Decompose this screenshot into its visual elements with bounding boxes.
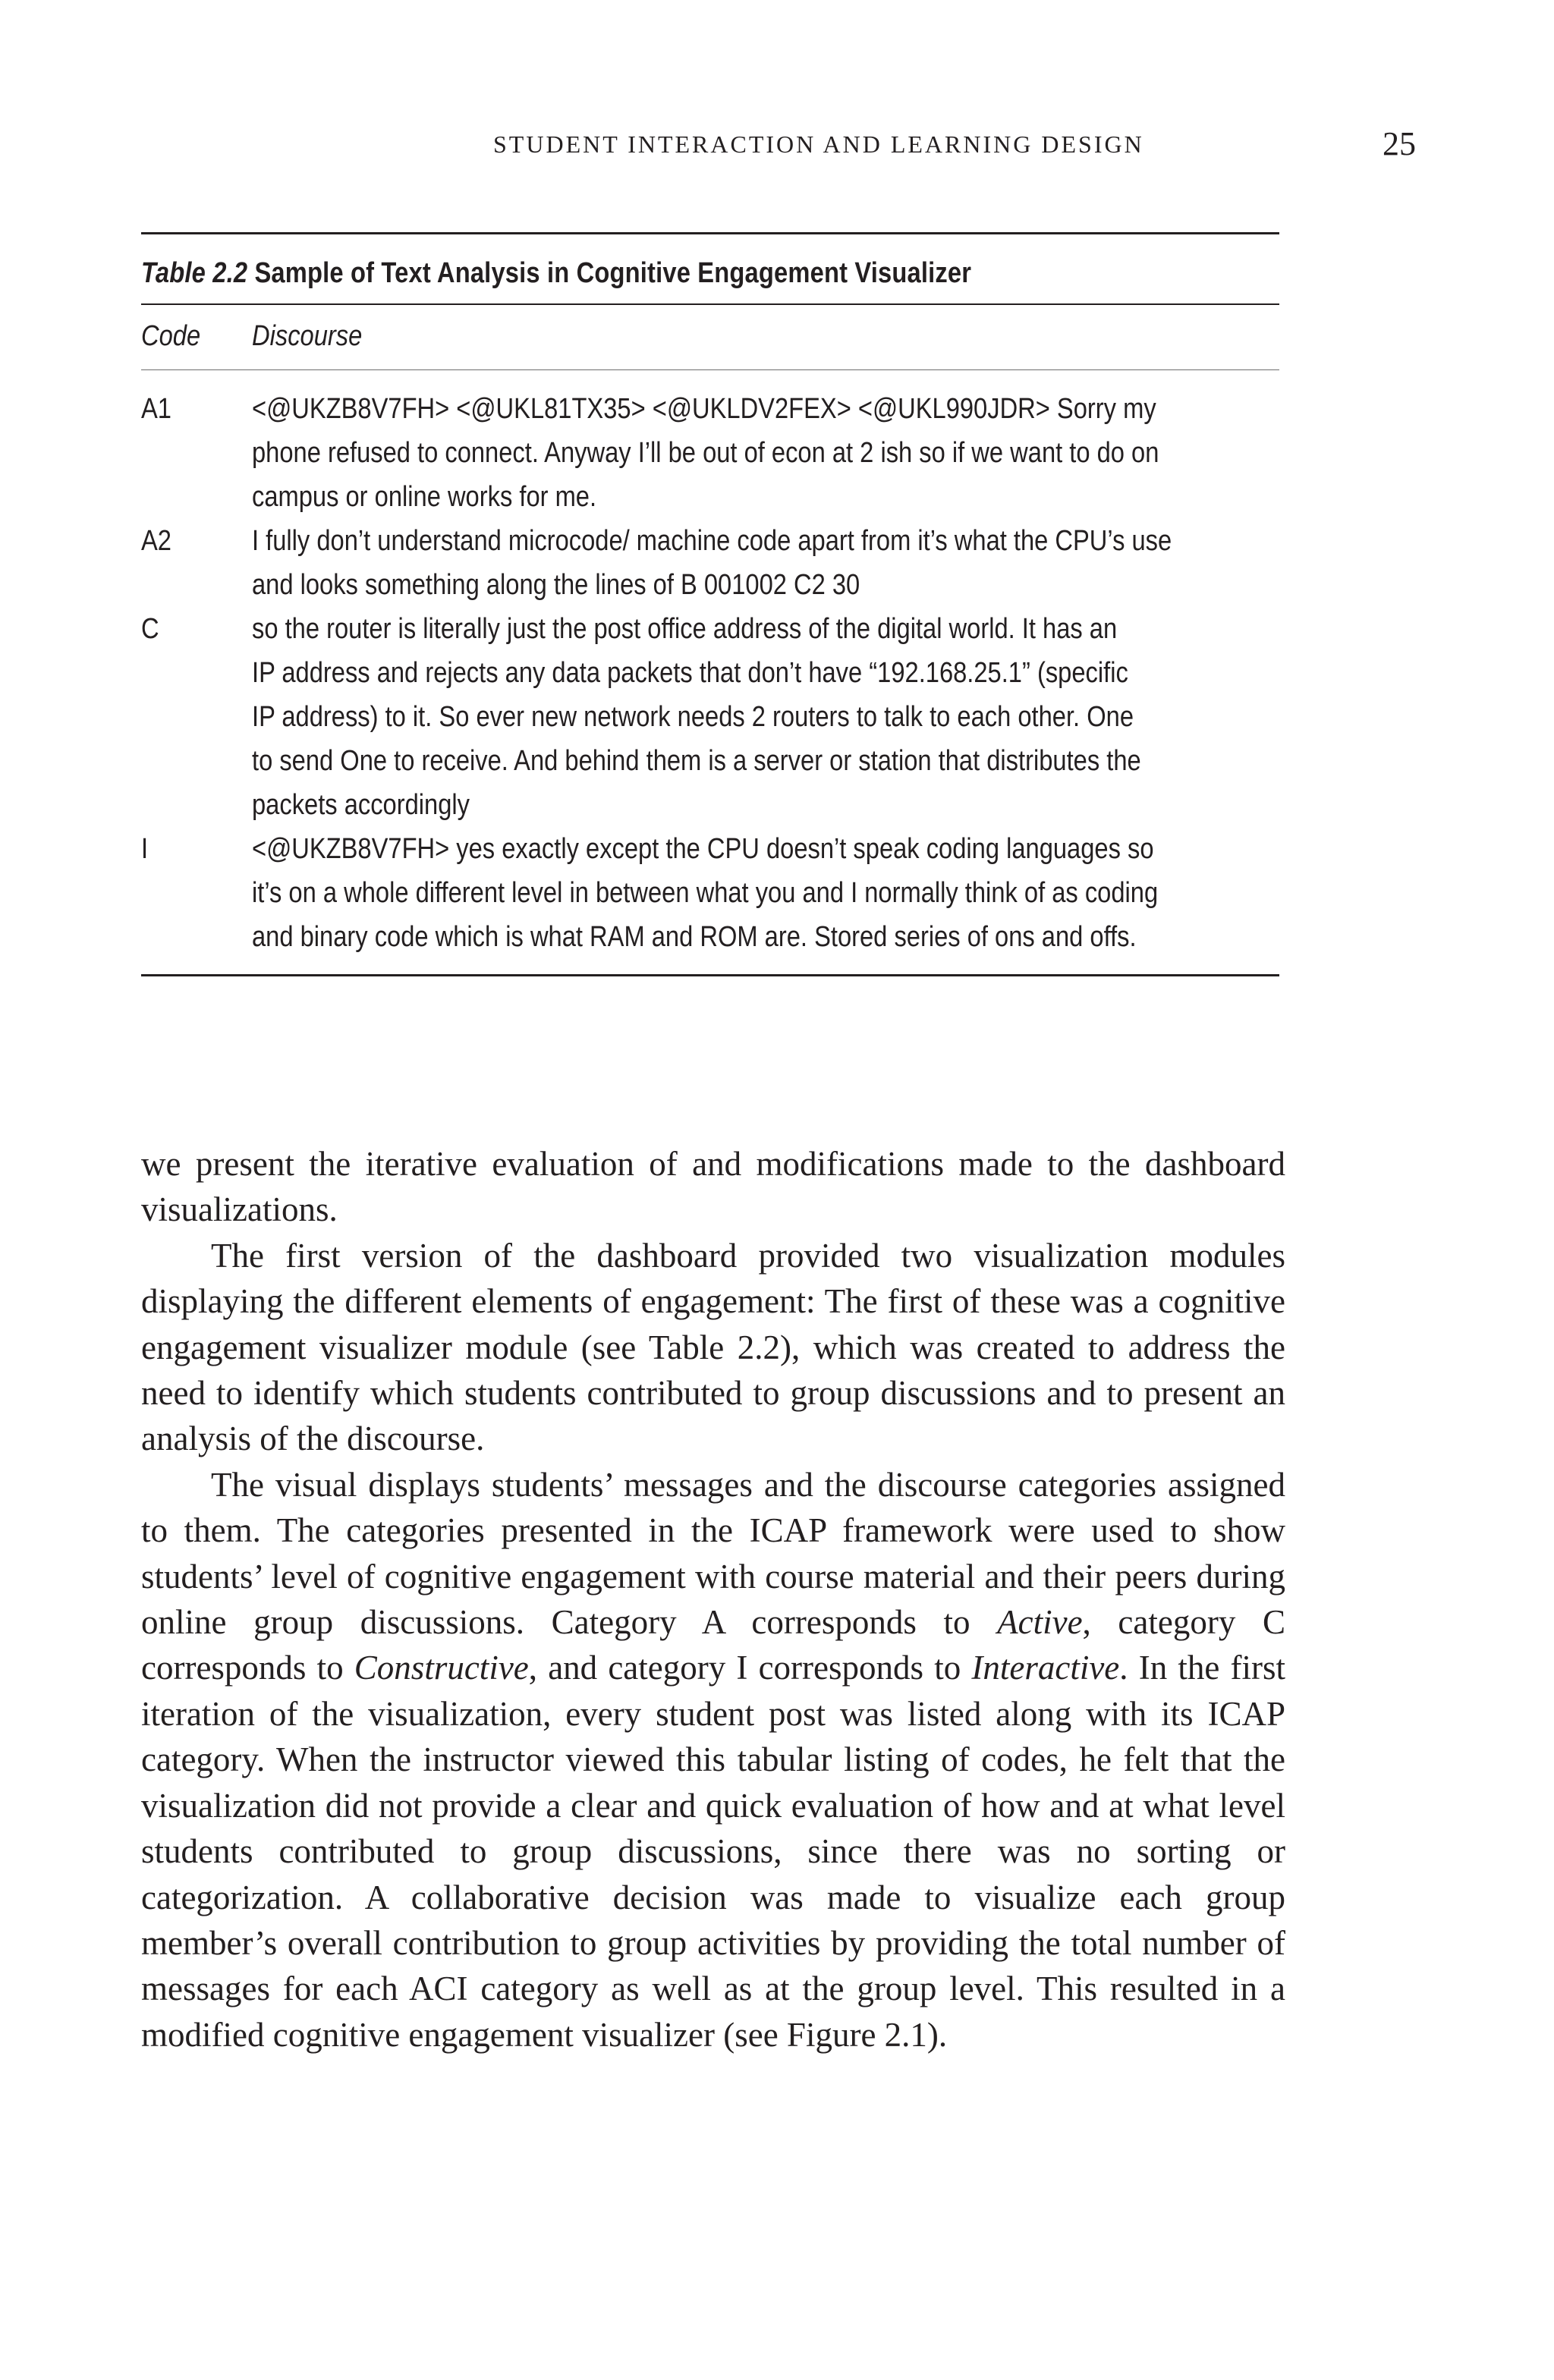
- paragraph: [141, 1462, 1285, 2058]
- term-active: Active: [997, 1603, 1083, 1642]
- term-interactive: Interactive: [971, 1649, 1120, 1687]
- page-number: 25: [1383, 125, 1416, 162]
- discourse-cell: [252, 827, 1283, 959]
- table-body: [141, 370, 1279, 974]
- table-label: Table 2.2: [141, 257, 248, 289]
- paragraph-text: The visual displays students’ messages and the discourse categories assigned to them. The categories presented in the ICAP framework were used to show students’ level of cognitive engagement with course material and their peers during online group discussions. Category A corresponds to: [141, 1465, 1285, 1642]
- discourse-cell: [252, 387, 1283, 519]
- code-cell: I: [141, 833, 149, 865]
- discourse-line: campus or online works for me.: [252, 481, 597, 513]
- paragraph-text: . In the first iteration of the visualization, every student post was listed along with its ICAP category. When the instructor viewed this tabular listing of codes, he felt that the visualization did not provide a clear and quick evaluation of how and at what level students contributed to group discussions, since there was no sorting or categorization. A collaborative decision was made to visualize each group member’s overall contribution to group activities by providing the total number of messages for each ACI category as well as at the group level. This resulted in a modified cognitive engagement visualizer (see Figure 2.1).: [141, 1649, 1285, 2054]
- code-cell: A1: [141, 393, 171, 425]
- body-text: [141, 1141, 1285, 2058]
- paragraph: The first version of the dashboard provided two visualization modules displaying the different elements of engagement: The first of these was a cognitive engagement visualizer module (see Table 2.2), which was created to address the need to identify which students contributed to group discussions and to present an analysis of the discourse.: [141, 1236, 1285, 1458]
- discourse-line: so the router is literally just the post office address of the digital world. It has an: [252, 613, 1118, 645]
- table-caption: [141, 234, 1120, 303]
- column-header-discourse: Discourse: [252, 320, 363, 352]
- table-2-2: [141, 232, 1279, 976]
- discourse-line: to send One to receive. And behind them is a server or station that distributes the: [252, 745, 1141, 777]
- table-row: [141, 519, 1279, 607]
- table-row: [141, 607, 1279, 827]
- code-cell: C: [141, 613, 159, 645]
- paragraph-text: , category C corresponds to: [141, 1603, 1285, 1687]
- paragraph-text: , and category I corresponds to: [528, 1649, 972, 1687]
- discourse-line: <@UKZB8V7FH> yes exactly except the CPU doesn’t speak coding languages so: [252, 833, 1154, 865]
- discourse-line: phone refused to connect. Anyway I’ll be out of econ at 2 ish so if we want to do on: [252, 437, 1159, 469]
- discourse-cell: [252, 607, 1283, 827]
- discourse-line: and binary code which is what RAM and ROM are. Stored series of ons and offs.: [252, 921, 1137, 953]
- table-row: [141, 827, 1279, 959]
- discourse-line: <@UKZB8V7FH> <@UKL81TX35> <@UKLDV2FEX> <@UKL990JDR> Sorry my: [252, 393, 1156, 425]
- discourse-cell: [252, 519, 1283, 607]
- discourse-line: IP address) to it. So ever new network needs 2 routers to talk to each other. One: [252, 701, 1134, 733]
- table-row: [141, 387, 1279, 519]
- discourse-line: it’s on a whole different level in between what you and I normally think of as coding: [252, 877, 1159, 909]
- table-bottom-rule: [141, 974, 1279, 976]
- discourse-line: and looks something along the lines of B 001002 C2 30: [252, 569, 860, 601]
- paragraph: we present the iterative evaluation of and modifications made to the dashboard visualizations.: [141, 1145, 1285, 1229]
- discourse-line: I fully don’t understand microcode/ machine code apart from it’s what the CPU’s use: [252, 525, 1172, 557]
- discourse-line: packets accordingly: [252, 789, 470, 821]
- table-header-row: [141, 305, 1279, 369]
- running-head: STUDENT INTERACTION AND LEARNING DESIGN: [493, 130, 1144, 158]
- column-header-code: Code: [141, 320, 201, 352]
- table-title: Sample of Text Analysis in Cognitive Engagement Visualizer: [254, 257, 972, 289]
- term-constructive: Constructive: [354, 1649, 529, 1687]
- discourse-line: IP address and rejects any data packets that don’t have “192.168.25.1” (specific: [252, 657, 1128, 689]
- code-cell: A2: [141, 525, 171, 557]
